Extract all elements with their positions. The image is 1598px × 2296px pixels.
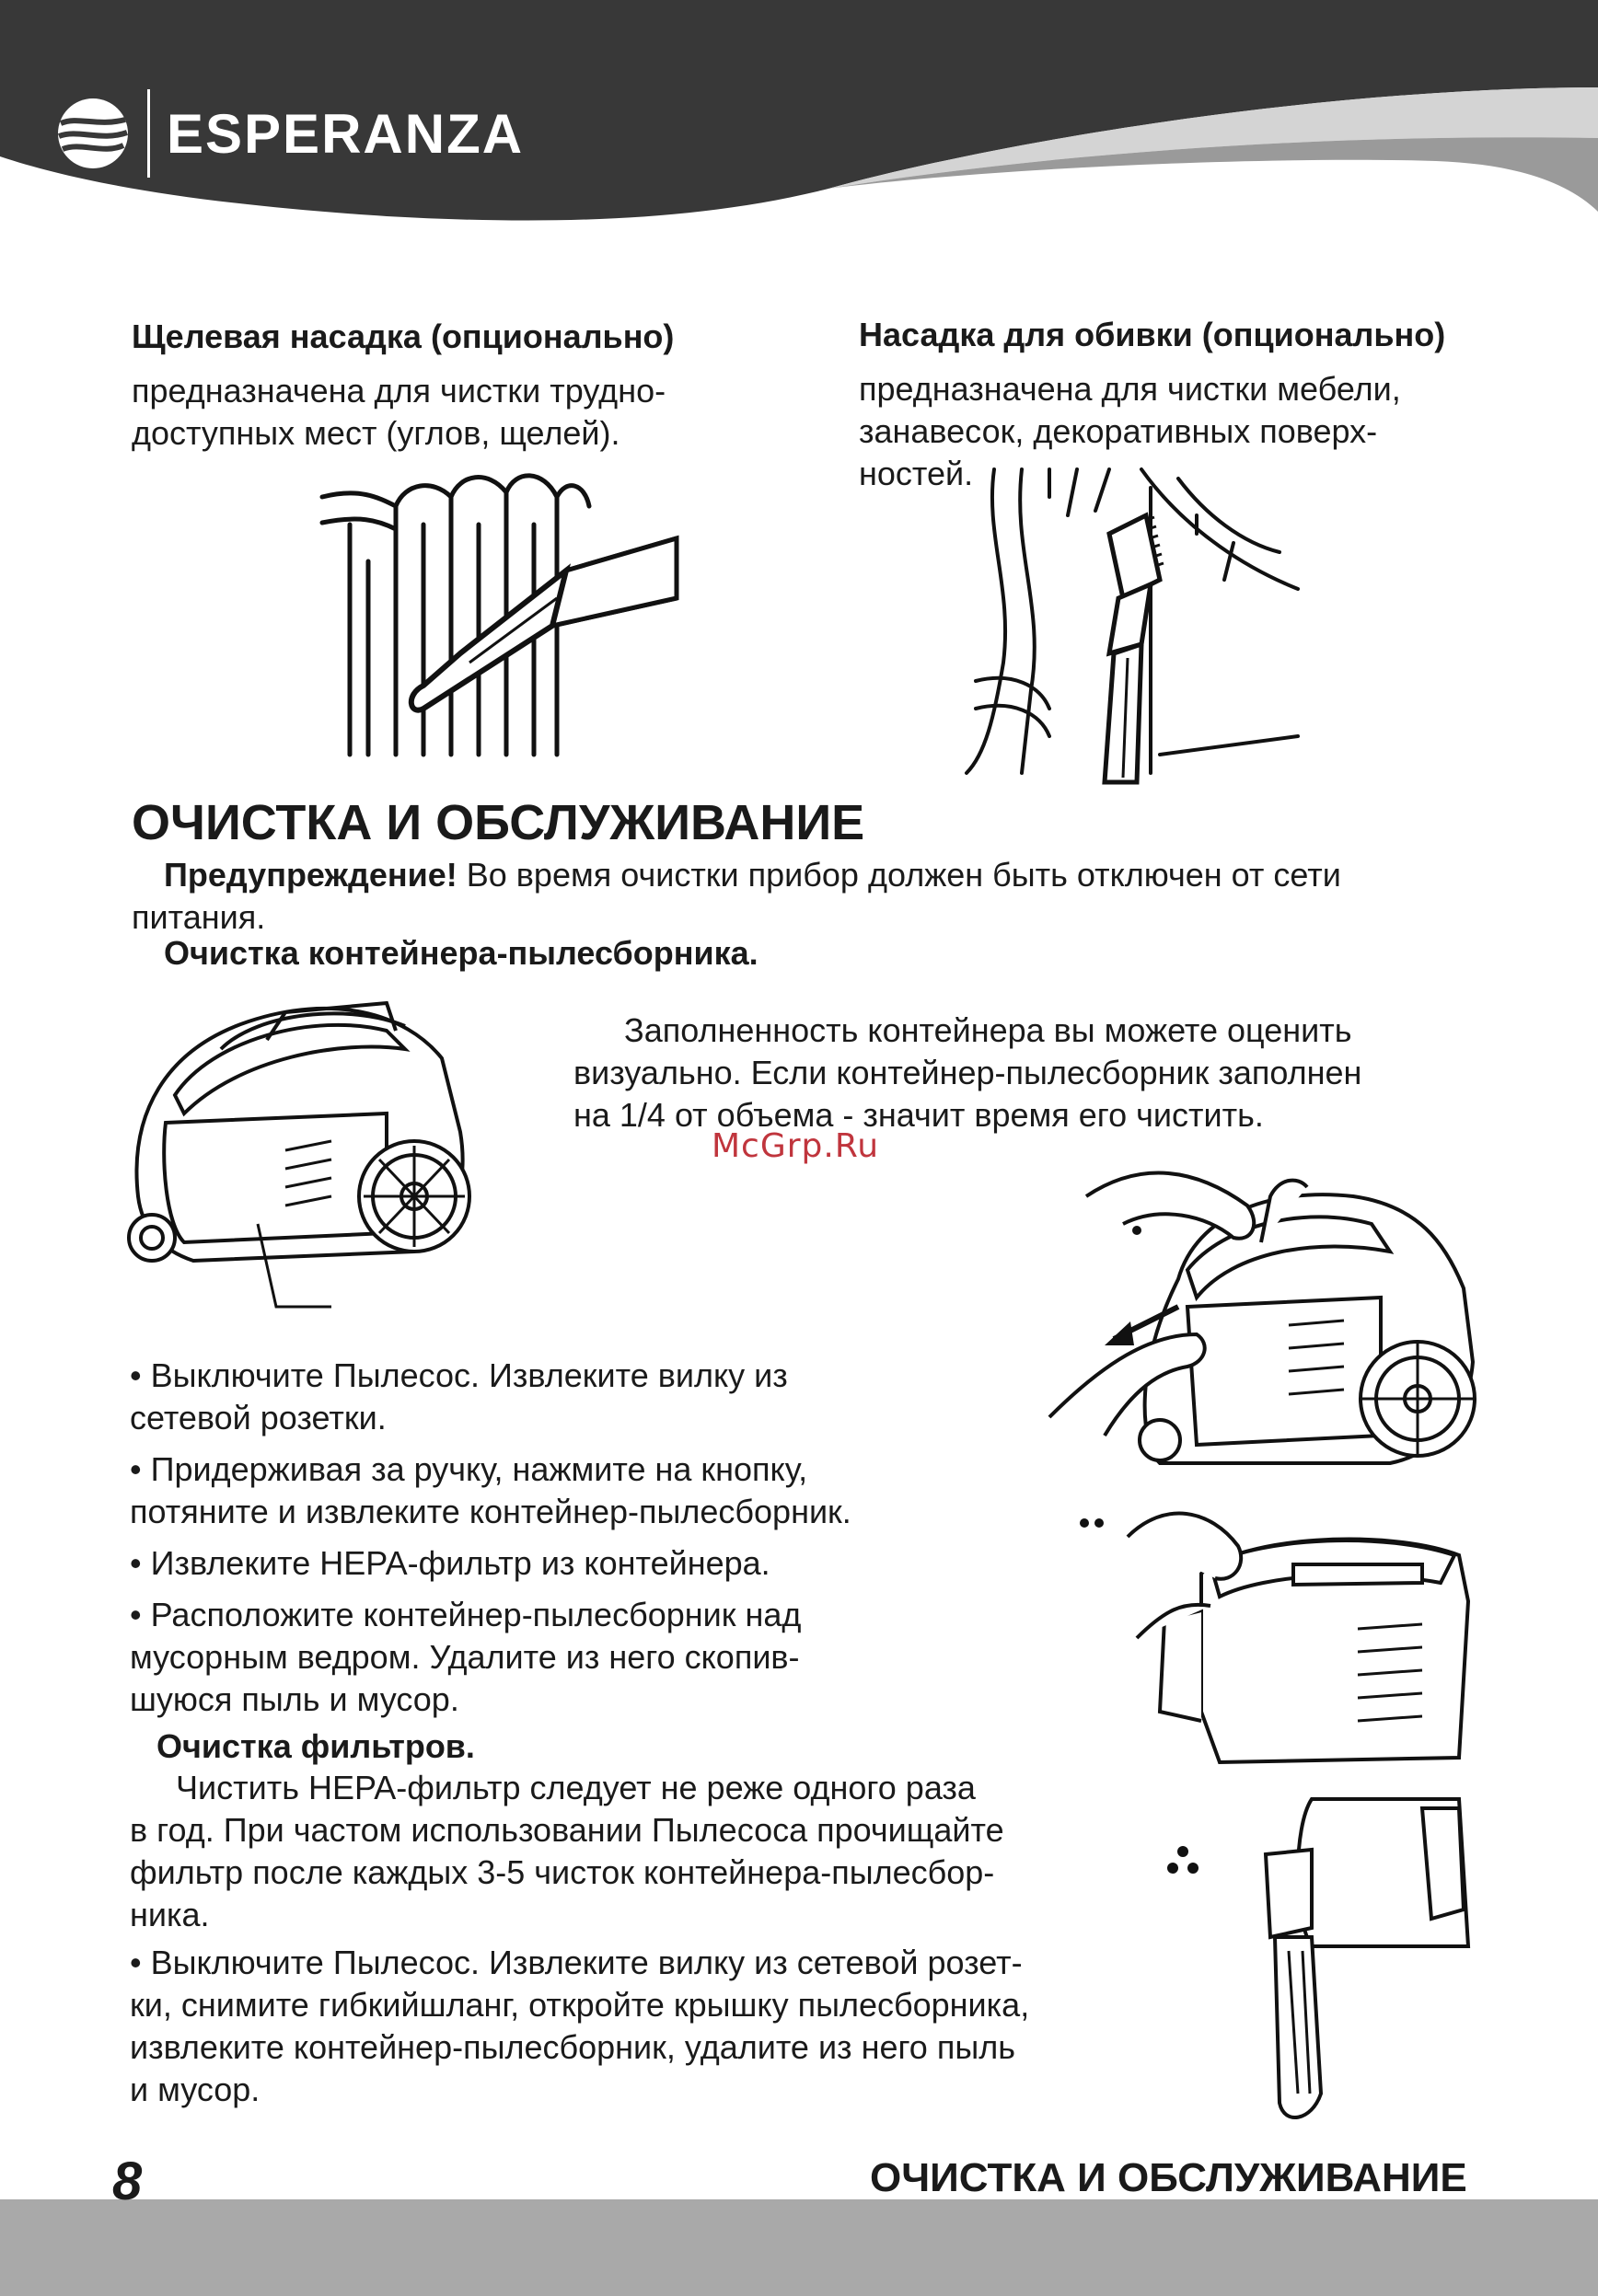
step-1: • Выключите Пылесос. Извлеките вилку из сетевой розетки.	[130, 1356, 788, 1436]
crevice-nozzle-illustration	[322, 469, 681, 755]
upholstery-line: предназначена для чистки мебели,	[859, 370, 1401, 408]
intro-line: Заполненность контейнера вы можете оценить	[624, 1011, 1352, 1049]
crevice-description	[132, 370, 721, 455]
upholstery-line: занавесок, декоративных поверх-	[859, 412, 1378, 450]
step-marker-three	[1160, 1840, 1206, 1886]
crevice-title: Щелевая насадка (опционально)	[132, 317, 675, 355]
esperanza-globe-icon	[55, 96, 131, 171]
filter-paragraph-2: • Выключите Пылесос. Извлеките вилку из сетевой розет- ки, снимите гибкийшланг, откройте крышку пылесборника, извлеките контейнер-пылесборник, удалите из него пыль и мусор.	[130, 1944, 1030, 2108]
container-steps	[130, 1355, 931, 1721]
vacuum-cleaner-illustration	[110, 975, 479, 1316]
footer-title: ОЧИСТКА И ОБСЛУЖИВАНИЕ	[870, 2155, 1467, 2200]
step-4: • Расположите контейнер-пылесборник над мусорным ведром. Удалите из него скопив- шуюся пыль и мусор.	[130, 1596, 802, 1718]
step-3: • Извлеките HEPA-фильтр из контейнера.	[130, 1544, 770, 1582]
crevice-line: доступных мест (углов, щелей).	[132, 414, 620, 452]
warning-paragraph	[132, 854, 1466, 939]
warning-text-2: питания.	[132, 898, 266, 936]
upholstery-nozzle-illustration	[957, 460, 1307, 791]
page-number: 8	[112, 2152, 143, 2211]
crevice-line: предназначена для чистки трудно-	[132, 372, 666, 410]
filter-cleaning-heading: Очистка фильтров.	[156, 1727, 475, 1765]
warning-label: Предупреждение!	[164, 856, 457, 894]
upholstery-line: ностей.	[859, 455, 974, 492]
watermark: McGrp.Ru	[712, 1127, 880, 1165]
container-open-illustration	[1128, 1500, 1477, 1776]
intro-line: на 1/4 от объема - значит время его чистить.	[573, 1096, 1264, 1134]
brand-logo	[55, 78, 524, 189]
step-marker-two	[1077, 1514, 1114, 1532]
hepa-filter-removal-illustration	[1256, 1790, 1477, 2130]
brand-name: ESPERANZA	[167, 102, 525, 165]
warning-text: Во время очистки прибор должен быть отключен от сети	[457, 856, 1341, 894]
container-intro	[573, 1010, 1453, 1136]
filter-paragraph-1: Чистить HEPA-фильтр следует не реже одного раза в год. При частом использовании Пылесоса прочищайте фильтр после каждых 3-5 чисток контейнера-пылесбор- ника.	[130, 1769, 1004, 1933]
container-cleaning-heading: Очистка контейнера-пылесборника.	[164, 934, 758, 972]
section-title: ОЧИСТКА И ОБСЛУЖИВАНИЕ	[132, 795, 865, 850]
intro-line: визуально. Если контейнер-пылесборник заполнен	[573, 1054, 1362, 1091]
container-removal-illustration	[1049, 1141, 1491, 1491]
step-2: • Придерживая за ручку, нажмите на кнопку, потяните и извлеките контейнер-пылесборник.	[130, 1450, 851, 1530]
upholstery-title: Насадка для обивки (опционально)	[859, 316, 1446, 353]
footer-bar	[0, 2199, 1598, 2296]
brand-divider	[147, 89, 150, 178]
